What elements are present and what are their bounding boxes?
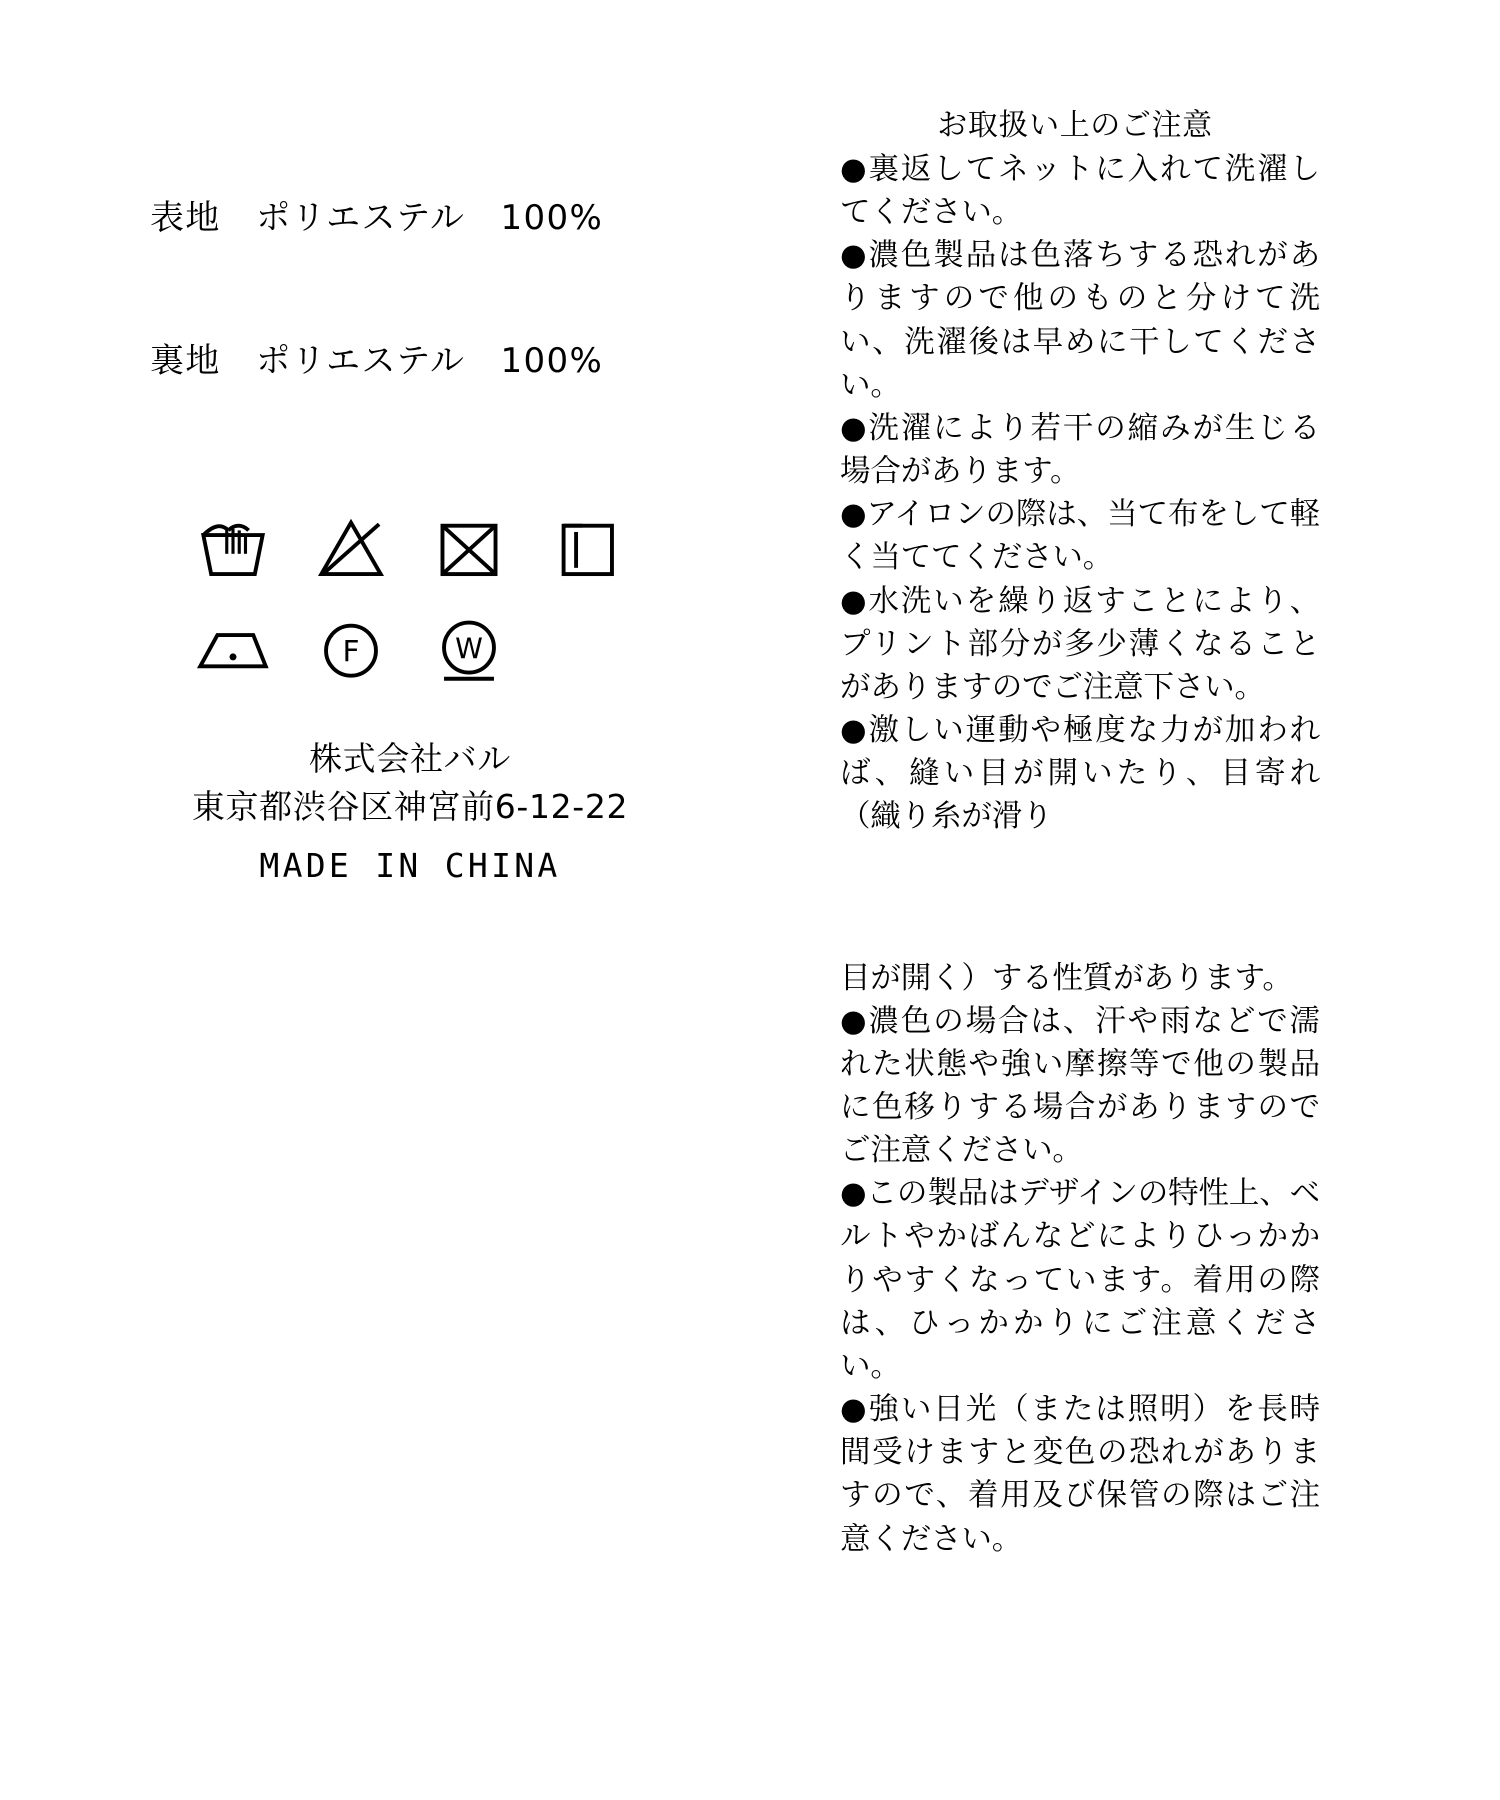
fabric-line-outer: 表地 ポリエステル 100% — [150, 198, 604, 239]
fabric-line-lining: 裏地 ポリエステル 100% — [150, 340, 604, 381]
care-notice-item: ●激しい運動や極度な力が加われば、縫い目が開いたり、目寄れ（織り糸が滑り — [840, 713, 1320, 835]
iron-low-symbol — [192, 607, 274, 685]
care-notice-item: ●洗濯により若干の縮みが生じる場合があります。 — [840, 410, 1320, 490]
hand-wash-symbol — [192, 507, 274, 585]
care-notice-item: ●水洗いを繰り返すことにより、プリント部分が多少薄くなることがありますのでご注意下さい。 — [840, 583, 1320, 705]
care-notice-title: お取扱い上のご注意 — [937, 108, 1213, 143]
care-symbols — [150, 507, 710, 685]
care-notice-item: ●アイロンの際は、当て布をして軽く当ててください。 — [840, 497, 1320, 576]
wet-clean-w-symbol — [428, 607, 510, 685]
svg-text:F: F — [342, 633, 360, 669]
care-notice-list-part1 — [840, 148, 1320, 839]
care-symbol-row-2 — [192, 607, 710, 685]
care-notice-list-part2 — [840, 957, 1320, 1561]
care-notice-item: 目が開く）する性質があります。 — [840, 960, 1293, 996]
country-of-origin: MADE IN CHINA — [259, 846, 561, 886]
right-column — [840, 100, 1320, 1561]
no-tumble-dry-symbol — [428, 507, 510, 585]
care-notice-item: ●強い日光（または照明）を長時間受けますと変色の恐れがありますので、着用及び保管の際はご注意ください。 — [840, 1392, 1320, 1557]
care-notice-item: ●濃色の場合は、汗や雨などで濡れた状態や強い摩擦等で他の製品に色移りする場合がありますのでご注意ください。 — [840, 1003, 1320, 1169]
drip-dry-shade-symbol — [546, 507, 628, 585]
svg-text:W: W — [455, 632, 483, 666]
care-symbol-row-1 — [192, 507, 710, 585]
company-info — [150, 735, 670, 891]
care-notice-item: ●この製品はデザインの特性上、ベルトやかばんなどによりひっかかりやすくなっています。着用の際は、ひっかかりにご注意ください。 — [840, 1176, 1320, 1384]
care-notice-item: ●濃色製品は色落ちする恐れがありますので他のものと分けて洗い、洗濯後は早めに干してください。 — [840, 238, 1320, 403]
company-name: 株式会社バル — [309, 738, 511, 778]
care-notice-item: ●裏返してネットに入れて洗濯してください。 — [840, 152, 1320, 231]
dry-clean-f-symbol — [310, 607, 392, 685]
fabric-composition — [150, 100, 710, 481]
no-bleach-symbol — [310, 507, 392, 585]
left-column — [150, 100, 710, 890]
company-address: 東京都渋谷区神宮前6-12-22 — [191, 786, 629, 826]
